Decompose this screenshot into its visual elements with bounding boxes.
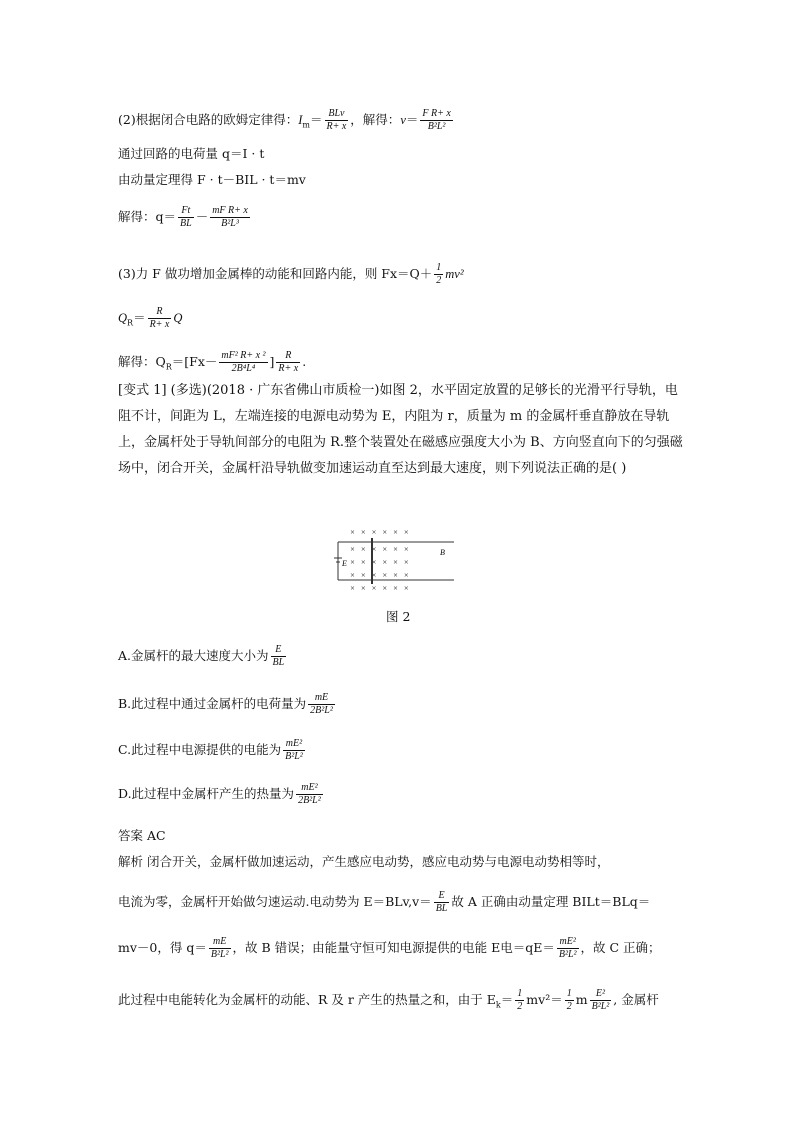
numerator: mE²	[283, 738, 305, 751]
subscript: m	[302, 120, 310, 130]
subscript: k	[495, 1000, 501, 1010]
text: ]	[269, 354, 275, 369]
numerator: R	[148, 306, 172, 319]
denominator: B²L²	[210, 949, 229, 960]
symbol: v	[400, 113, 406, 127]
problem-statement: [变式 1] (多选)(2018 · 广东省佛山市质检一)如图 2，水平固定放置的足够长的光滑平行导轨，电阻不计，间距为 L，左端连接的电源电动势为 E，内阻为 r，质量为 m 的金属杆垂直静放在导轨上，金属杆处于导轨间部分的电阻为 R.整个装置处在磁感应强度大小为 B、方向竖直向下的匀强磁场中，闭合开关，金属杆沿导轨做变加速运动直至达到最大速度，则下列说法正确的是( )	[118, 383, 683, 476]
text: D.此过程中金属杆产生的热量为	[118, 786, 295, 801]
fraction	[557, 936, 579, 961]
fraction	[148, 306, 172, 331]
solution-line-2: (2)根据闭合电路的欧姆定律得：$I_m=$ $\frac{\text{BLv}}{R+ x}$ ，解得：v＝ $\frac{\text{F R+ x}}{\text{B²L²}}$	[118, 108, 451, 132]
text: 此过程中电能转化为金属杆的动能、R 及 r 产生的热量之和，由于 E	[118, 992, 496, 1007]
numerator: mE²	[557, 936, 579, 949]
text: .	[302, 354, 307, 369]
option-a	[118, 644, 288, 669]
denominator: B²L²	[558, 949, 577, 960]
symbol: Q	[118, 311, 128, 325]
figure-caption: 图 2	[386, 609, 411, 624]
option-b	[118, 692, 337, 717]
numerator: mF² R+ x ²	[221, 350, 266, 361]
text: mv²＝	[526, 992, 563, 1007]
numerator: R	[276, 350, 300, 363]
denominator: R+ x	[149, 319, 170, 330]
fraction	[590, 988, 612, 1013]
text: ＝[Fx－	[171, 354, 218, 369]
text: ＝	[500, 992, 514, 1007]
analysis-line-4	[118, 988, 659, 1013]
fraction	[325, 108, 349, 133]
analysis-line-1: 解析 闭合开关，金属杆做加速运动，产生感应电动势，感应电动势与电源电动势相等时，	[118, 854, 610, 869]
solution-line-4: 由动量定理得 F · t－BIL · t＝mv	[118, 172, 306, 187]
denominator: 2B⁴L⁴	[231, 363, 256, 374]
text: －	[195, 209, 209, 224]
fraction	[209, 936, 231, 961]
solution-line-6	[118, 262, 464, 287]
text: 解得：q＝	[118, 209, 177, 224]
denominator: BL	[272, 657, 285, 668]
numerator: mF R+ x	[212, 205, 248, 216]
denominator: 2	[566, 1001, 572, 1012]
svg-text:× × × × × ×: × × × × × ×	[350, 529, 409, 536]
fraction	[420, 108, 452, 133]
text: B.此过程中通过金属杆的电荷量为	[118, 696, 307, 711]
text: C.此过程中电源提供的电能为	[118, 742, 282, 757]
solution-line-8	[118, 350, 306, 375]
answer: 答案 AC	[118, 828, 166, 843]
solution-line-7	[118, 306, 182, 331]
text: (2)根据闭合电路的欧姆定律得：	[118, 112, 299, 127]
numerator: 1	[517, 988, 523, 999]
numerator: E	[434, 890, 450, 903]
text: mv－0，得 q＝	[118, 940, 207, 955]
numerator: mE	[209, 936, 231, 949]
denominator: B²L²	[285, 751, 303, 762]
solution-line-3: 通过回路的电荷量 q＝I · t	[118, 146, 265, 161]
text: 故 A 正确由动量定理 BILt＝BLq＝	[451, 894, 651, 909]
denominator: 2	[517, 1001, 523, 1012]
label-B: B	[440, 548, 445, 557]
symbol: Q	[173, 311, 183, 325]
fraction	[178, 205, 194, 230]
solution-line-5	[118, 205, 252, 230]
text: (3)力 F 做功增加金属棒的动能和回路内能，则 Fx＝Q＋	[118, 266, 433, 281]
denominator: 2B²L²	[298, 795, 321, 806]
numerator: BLv	[325, 108, 349, 121]
analysis-line-2	[118, 890, 650, 915]
option-d	[118, 782, 325, 807]
numerator: mE	[308, 692, 335, 705]
numerator: F R+ x	[422, 108, 451, 119]
denominator: B²L²	[427, 121, 446, 132]
fraction	[219, 350, 267, 375]
fraction	[515, 988, 524, 1013]
numerator: E	[271, 644, 287, 657]
denominator: R+ x	[326, 121, 347, 132]
text: ＝	[133, 310, 146, 325]
numerator: 1	[436, 262, 442, 273]
option-c	[118, 738, 307, 763]
denominator: B²L²	[591, 1001, 610, 1012]
text: 电流为零，金属杆开始做匀速运动.电动势为 E＝BLv,v＝	[118, 894, 432, 909]
symbol: I	[298, 113, 303, 127]
text: , 金属杆	[613, 992, 659, 1007]
circuit-figure	[330, 528, 462, 590]
svg-text:× × × × × ×: × × × × × ×	[350, 585, 409, 590]
text: mv²	[445, 267, 464, 281]
denominator: BL	[180, 218, 192, 229]
svg-text:× × × × × ×: × × × × × ×	[350, 546, 409, 553]
text: ，故 B 错误；由能量守恒可知电源提供的电能 E电＝qE＝	[232, 940, 555, 955]
fraction	[276, 350, 300, 375]
text: m	[575, 992, 588, 1007]
text: A.金属杆的最大速度大小为	[118, 648, 269, 663]
numerator: Ft	[178, 205, 194, 218]
fraction	[565, 988, 574, 1013]
fraction	[210, 205, 250, 230]
fraction	[283, 738, 305, 763]
text: ，故 C 正确；	[580, 940, 661, 955]
fraction	[434, 262, 443, 287]
fraction	[434, 890, 450, 915]
fraction	[271, 644, 287, 669]
denominator: R+ x	[278, 363, 299, 374]
numerator: E²	[590, 988, 612, 1001]
denominator: B²L³	[221, 218, 239, 229]
subscript: R	[127, 318, 134, 328]
fraction	[296, 782, 323, 807]
svg-text:× × × × × ×: × × × × × ×	[350, 559, 409, 566]
analysis-line-3	[118, 936, 661, 961]
numerator: 1	[566, 988, 572, 999]
text: 解得：Q	[118, 354, 166, 369]
text: ，解得：	[350, 112, 401, 127]
denominator: BL	[435, 903, 448, 914]
label-E: E	[342, 559, 347, 568]
fraction	[308, 692, 335, 717]
svg-text:× × × × × ×: × × × × × ×	[350, 572, 409, 579]
subscript: R	[165, 362, 172, 372]
denominator: 2	[436, 275, 442, 286]
denominator: 2B²L²	[310, 705, 333, 716]
numerator: mE²	[296, 782, 323, 795]
